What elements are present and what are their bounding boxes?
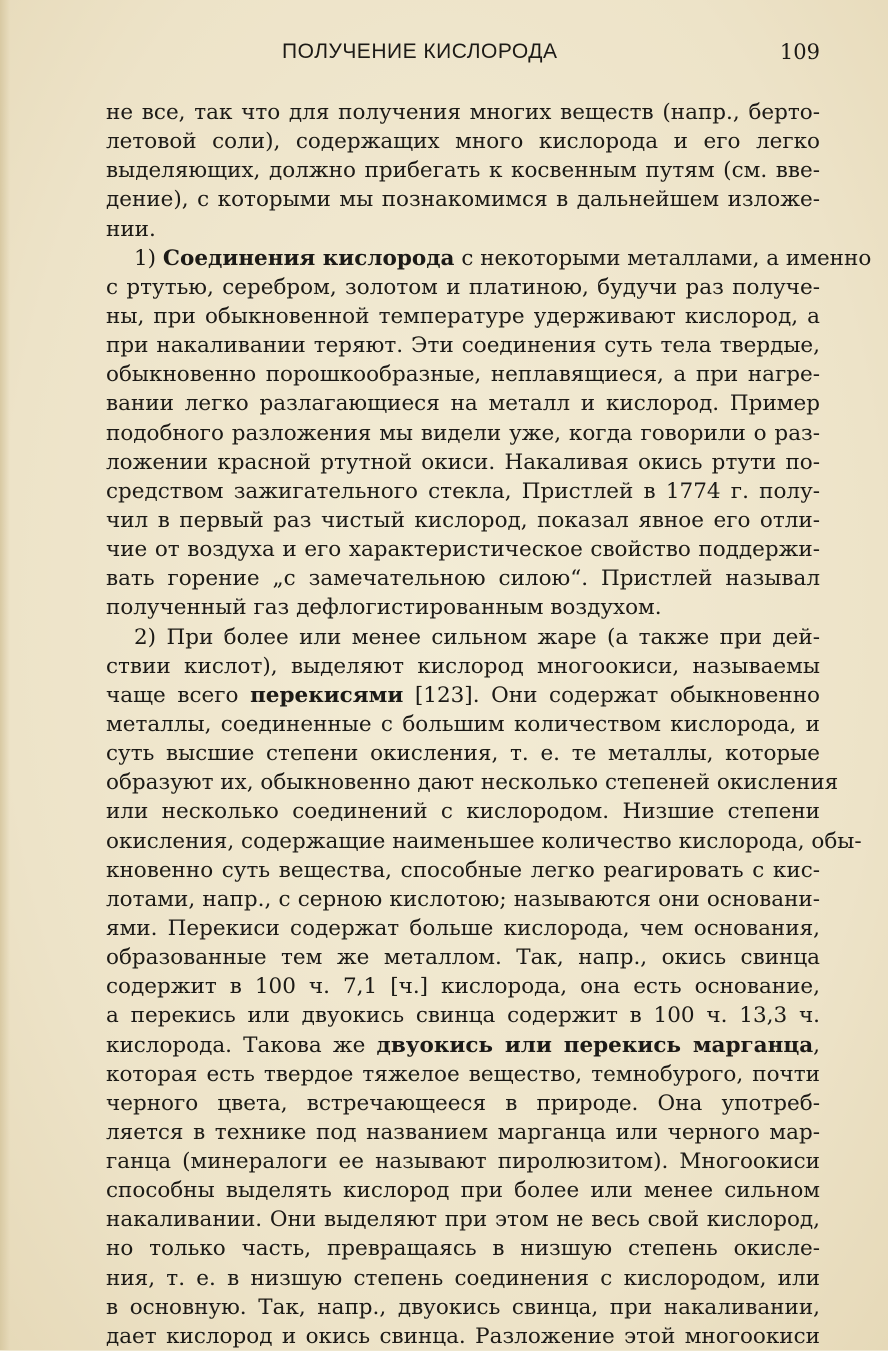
bold-term: перекисями (250, 682, 404, 708)
text-line (106, 535, 820, 564)
text-run: 1) (134, 245, 163, 271)
text-line-content (106, 1001, 820, 1030)
text-line-content (106, 419, 820, 448)
text-line (106, 1031, 820, 1060)
text-line (106, 856, 820, 885)
text-run: лотами, напр., с серною кислотою; называются они основани- (106, 886, 820, 912)
text-line (106, 797, 820, 826)
text-run: не все, так что для получения многих веществ (напр., берто- (106, 100, 820, 125)
text-line-content (106, 797, 820, 826)
text-line (106, 623, 820, 652)
text-line-content (106, 564, 820, 593)
text-run: которая есть твердое тяжелое вещество, темнобурого, почти (106, 1061, 820, 1087)
text-run: средством зажигательного стекла, Пристлей в 1774 г. полу- (106, 478, 820, 504)
text-line (106, 1001, 820, 1030)
bold-term: Соединения кислорода (162, 245, 455, 271)
text-run: обыкновенно порошкообразные, неплавящиеся, а при нагре- (106, 362, 820, 388)
text-run: , (813, 1032, 820, 1058)
text-line-content (106, 943, 820, 972)
text-line-content (106, 302, 820, 331)
text-line-content (106, 1322, 820, 1351)
text-line-content (106, 652, 820, 681)
text-line-content (106, 127, 820, 156)
text-line-content (106, 768, 839, 797)
text-line-content (106, 1176, 820, 1205)
text-run: вать горение „с замечательною силою“. Пристлей называл (106, 566, 820, 592)
text-line-content (106, 389, 820, 418)
text-line-content (106, 1060, 820, 1089)
running-title: ПОЛУЧЕНИЕ КИСЛОРОДА (282, 40, 558, 63)
text-run: дает кислород и окись свинца. Разложение этой многоокиси (106, 1323, 820, 1349)
text-line (106, 506, 820, 535)
text-line-content (106, 972, 820, 1001)
text-run: ны, при обыкновенной температуре удерживают кислород, а (106, 303, 820, 329)
text-line-content (106, 448, 820, 477)
text-run: вании легко разлагающиеся на металл и кислород. Пример (106, 391, 820, 417)
text-line (106, 98, 820, 127)
text-run: с ртутью, серебром, золотом и платиною, будучи раз получе- (106, 274, 820, 300)
text-line-content (106, 1234, 820, 1263)
text-run: дение), с которыми мы познакомимся в дальнейшем изложе- (106, 187, 820, 213)
text-line (106, 215, 820, 244)
text-line (106, 914, 820, 943)
text-run: летовой соли), содержащих много кислорода и его легко (106, 129, 820, 155)
text-line (106, 1234, 820, 1263)
text-run: кновенно суть вещества, способные легко реагировать с кис- (106, 857, 820, 883)
text-run: полученный газ дефлогистированным воздухом. (106, 595, 662, 621)
text-line (106, 477, 820, 506)
text-run: [123]. Они содержат обыкновенно (403, 682, 820, 708)
text-line (106, 1322, 820, 1351)
text-line-content (106, 331, 820, 360)
text-run: ями. Перекиси содержат больше кислорода, чем основания, (106, 915, 820, 941)
text-line-content (106, 215, 820, 244)
text-line-content (106, 273, 820, 302)
text-line-content (106, 506, 820, 535)
text-run: металлы, соединенные с большим количеством кислорода, и (106, 711, 820, 737)
bold-term: двуокись или перекись марганца (376, 1032, 814, 1058)
text-run: но только часть, превращаясь в низшую степень окисле- (106, 1236, 820, 1262)
text-run: суть высшие степени окисления, т. е. те металлы, которые (106, 741, 820, 767)
text-line-content (106, 477, 820, 506)
text-line-content (106, 593, 820, 622)
text-run: подобного разложения мы видели уже, когда говорили о раз- (106, 420, 820, 446)
text-line (106, 389, 820, 418)
text-line (106, 1060, 820, 1089)
text-run: нии. (106, 216, 156, 242)
text-line (106, 244, 872, 273)
text-line (106, 681, 820, 710)
text-line (106, 885, 820, 914)
page-edge-shadow (0, 0, 10, 1350)
text-line (106, 1293, 820, 1322)
text-line (106, 1176, 820, 1205)
text-line (106, 156, 820, 185)
text-run: 2) При более или менее сильном жаре (а также при дей- (134, 624, 820, 650)
text-line (106, 302, 820, 331)
text-line-content (106, 1118, 820, 1147)
text-line (106, 185, 820, 214)
text-line (106, 593, 820, 622)
text-line-content (134, 244, 872, 273)
text-line (106, 1205, 820, 1234)
text-line-content (106, 1089, 820, 1118)
text-line (106, 1147, 820, 1176)
text-run: а перекись или двуокись свинца содержит в 100 ч. 13,3 ч. (106, 1003, 820, 1029)
text-line (106, 827, 862, 856)
text-line-content (106, 1031, 820, 1060)
text-run: чаще всего (106, 682, 251, 708)
text-run: в основную. Так, напр., двуокись свинца, при накаливании, (106, 1294, 820, 1320)
text-run: ствии кислот), выделяют кислород многоокиси, называемы (106, 653, 820, 679)
page-number: 109 (779, 40, 820, 64)
text-line-content (106, 535, 820, 564)
text-line-content (106, 98, 820, 127)
running-header (100, 40, 820, 70)
text-line-content (106, 914, 820, 943)
text-run: ляется в технике под названием марганца или черного мар- (106, 1119, 820, 1145)
text-line (106, 1089, 820, 1118)
text-line (106, 419, 820, 448)
text-line (106, 448, 820, 477)
text-run: окисления, содержащие наименьшее количество кислорода, обы- (106, 828, 862, 854)
text-line-content (106, 1293, 820, 1322)
text-line (106, 652, 820, 681)
text-line (106, 739, 820, 768)
text-line-content (106, 827, 862, 856)
text-run: способны выделять кислород при более или менее сильном (106, 1178, 820, 1204)
text-line-content (106, 1205, 820, 1234)
text-run: образованные тем же металлом. Так, напр., окись свинца (106, 945, 820, 971)
text-run: содержит в 100 ч. 7,1 [ч.] кислорода, она есть основание, (106, 974, 820, 1000)
text-line-content (106, 185, 820, 214)
text-line (106, 331, 820, 360)
text-run: ганца (минералоги ее называют пиролюзитом). Многоокиси (106, 1149, 820, 1175)
text-run: при накаливании теряют. Эти соединения суть тела твердые, (106, 333, 820, 359)
text-line (106, 768, 839, 797)
text-line-content (106, 360, 820, 389)
text-line (106, 360, 820, 389)
text-line (106, 943, 820, 972)
text-line-content (106, 681, 820, 710)
text-line-content (106, 1147, 820, 1176)
text-run: черного цвета, встречающееся в природе. Она употреб- (106, 1090, 820, 1116)
text-line (106, 710, 820, 739)
text-line (106, 972, 820, 1001)
text-run: образуют их, обыкновенно дают несколько степеней окисления (106, 770, 839, 796)
text-run: кислорода. Такова же (106, 1032, 377, 1058)
text-run: ния, т. е. в низшую степень соединения с кислородом, или (106, 1265, 820, 1291)
text-line (106, 1264, 820, 1293)
text-line-content (106, 710, 820, 739)
text-run: чие от воздуха и его характеристическое свойство поддержи- (106, 537, 820, 563)
text-run: чил в первый раз чистый кислород, показал явное его отли- (106, 507, 820, 533)
text-run: накаливании. Они выделяют при этом не весь свой кислород, (106, 1207, 820, 1233)
text-line-content (134, 623, 820, 652)
text-line (106, 1118, 820, 1147)
text-run: с некоторыми металлами, а именно (454, 245, 872, 271)
text-line (106, 273, 820, 302)
text-line-content (106, 856, 820, 885)
text-run: ложении красной ртутной окиси. Накаливая окись ртути по- (106, 449, 820, 475)
text-line (106, 564, 820, 593)
text-line-content (106, 885, 820, 914)
body-text (106, 98, 872, 1351)
text-run: выделяющих, должно прибегать к косвенным путям (см. вве- (106, 158, 820, 184)
text-run: или несколько соединений с кислородом. Низшие степени (106, 799, 820, 825)
text-line (106, 127, 820, 156)
text-line-content (106, 739, 820, 768)
text-line-content (106, 156, 820, 185)
text-line-content (106, 1264, 820, 1293)
